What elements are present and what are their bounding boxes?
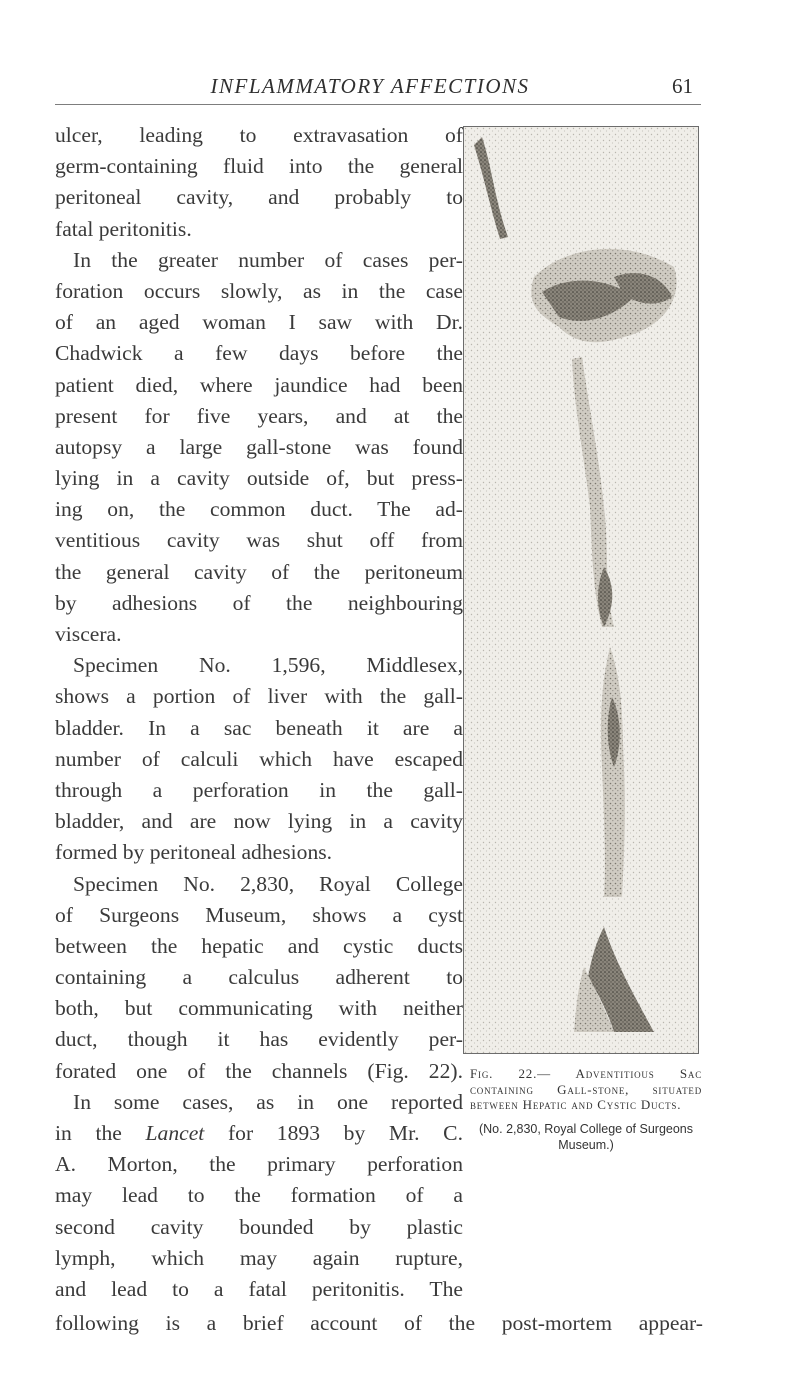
- text-line: fatal peritonitis.: [55, 216, 192, 241]
- text-line: viscera.: [55, 622, 122, 646]
- text-line: In some cases, as in one reported: [73, 1089, 463, 1114]
- body-text: [55, 120, 463, 1305]
- text-line: germ-containing fluid into the general: [55, 154, 463, 179]
- specimen-figure: [463, 126, 699, 1054]
- text-line: Specimen No. 1,596, Middlesex,: [73, 653, 463, 678]
- text-line: ulcer, leading to extravasation of: [55, 123, 463, 147]
- running-head-title: INFLAMMATORY AFFECTIONS: [210, 74, 530, 98]
- text-line: between the hepatic and cystic ducts: [55, 933, 463, 958]
- text-line: the general cavity of the peritoneum: [55, 559, 463, 584]
- text-line: of Surgeons Museum, shows a cyst: [55, 902, 463, 927]
- text-line: shows a portion of liver with the gall-: [55, 684, 463, 709]
- text-line: both, but communicating with neither: [55, 996, 463, 1021]
- caption-label: Fig. 22.: [470, 1066, 538, 1081]
- text-line: duct, though it has evidently per-: [55, 1027, 463, 1052]
- header-rule: [55, 104, 701, 105]
- caption-text: — Adventitious Sac containing Gall-stone, situated between Hepatic and Cystic Ducts.: [470, 1066, 702, 1112]
- text-line: second cavity bounded by plastic: [55, 1214, 463, 1239]
- text-line: through a perforation in the gall-: [55, 777, 463, 802]
- text-line: forated one of the channels (Fig. 22).: [55, 1058, 463, 1083]
- text-line: ventitious cavity was shut off from: [55, 528, 463, 553]
- text-line: lymph, which may again rupture,: [55, 1245, 463, 1270]
- text-line: of an aged woman I saw with Dr.: [55, 310, 463, 335]
- text-line: Chadwick a few days before the: [55, 341, 463, 366]
- text-line: may lead to the formation of a: [55, 1183, 463, 1208]
- text-line: In the greater number of cases per-: [73, 247, 463, 272]
- text-line-full-width: following is a brief account of the post-mortem appear-: [55, 1311, 703, 1335]
- text-line: formed by peritoneal adhesions.: [55, 840, 333, 865]
- text-line: ing on, the common duct. The ad-: [55, 497, 463, 522]
- text-line: patient died, where jaundice had been: [55, 372, 463, 397]
- text-line: number of calculi which have escaped: [55, 746, 463, 771]
- figure-caption: [470, 1066, 702, 1153]
- text-line: present for five years, and at the: [55, 403, 463, 428]
- text-line: bladder. In a sac beneath it are a: [55, 715, 463, 740]
- text-line: and lead to a fatal peritonitis. The: [55, 1276, 463, 1301]
- text-line: containing a calculus adherent to: [55, 965, 463, 990]
- text-line: foration occurs slowly, as in the case: [55, 278, 463, 303]
- caption-note: (No. 2,830, Royal College of Surgeons Museum.): [478, 1121, 693, 1152]
- caption-title: [470, 1066, 702, 1113]
- text-line: lying in a cavity outside of, but press-: [55, 466, 463, 491]
- text-line: A. Morton, the primary perforation: [55, 1152, 463, 1177]
- text-line: in the Lancet for 1893 by Mr. C.: [55, 1121, 463, 1145]
- text-line: bladder, and are now lying in a cavity: [55, 809, 463, 834]
- text-line: autopsy a large gall-stone was found: [55, 434, 463, 459]
- text-line: peritoneal cavity, and probably to: [55, 185, 463, 210]
- running-head: [0, 74, 800, 108]
- text-line: Specimen No. 2,830, Royal College: [73, 871, 463, 896]
- page-number: 61: [672, 74, 693, 98]
- text-line: by adhesions of the neighbouring: [55, 590, 463, 615]
- specimen-illustration: [464, 127, 698, 1053]
